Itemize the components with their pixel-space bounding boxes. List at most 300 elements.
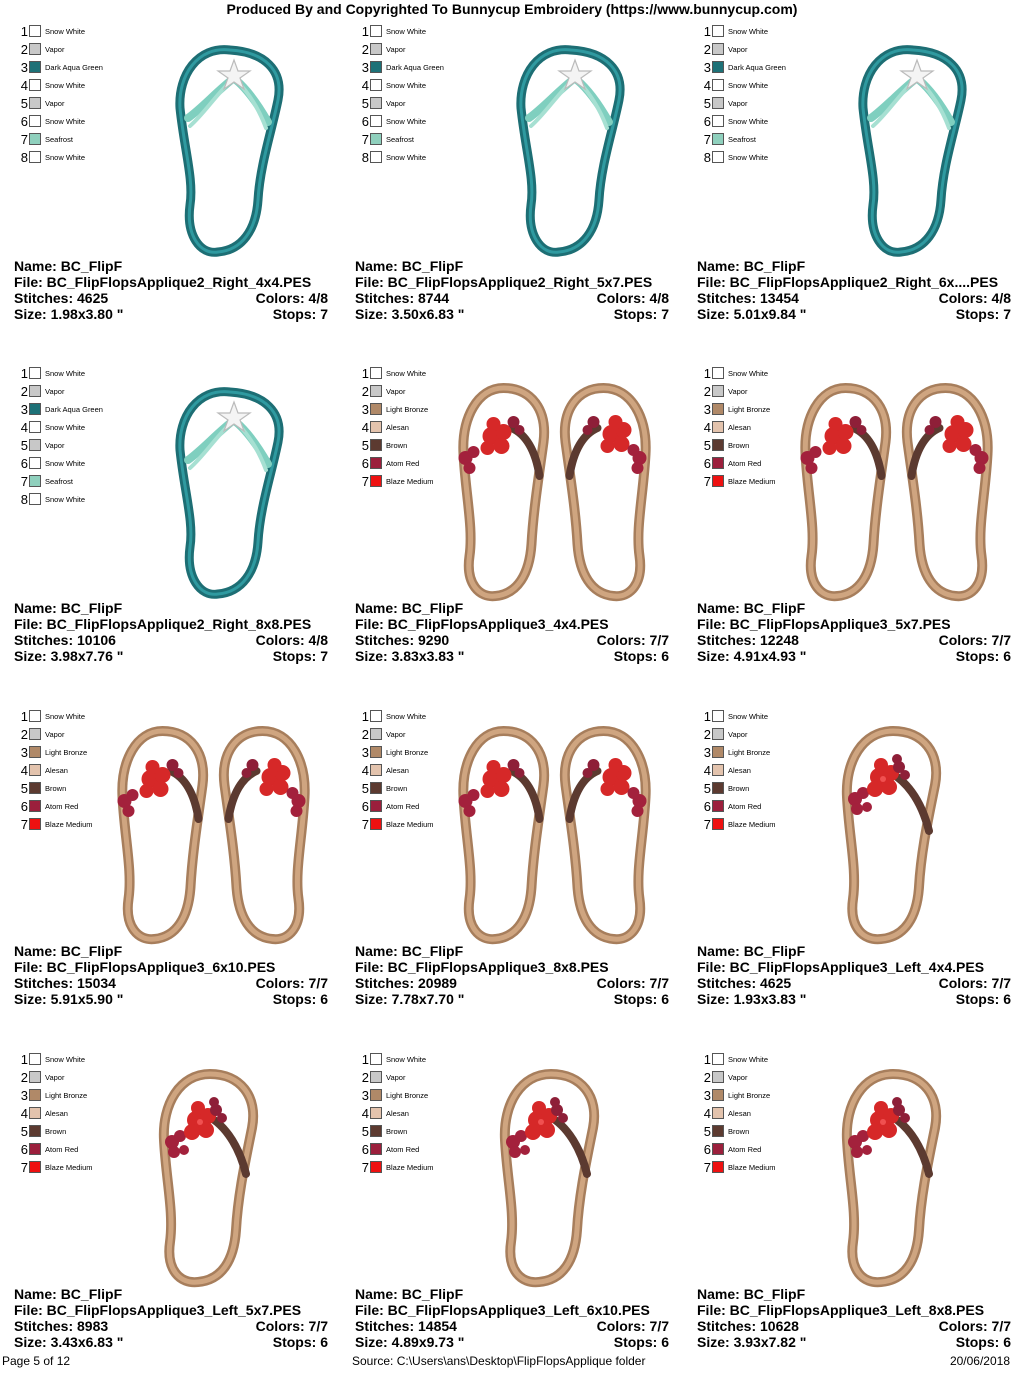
design-file	[697, 1302, 1011, 1318]
color-swatch	[29, 710, 41, 722]
legend-number: 2	[20, 1070, 28, 1085]
color-swatch	[29, 493, 41, 505]
color-swatch	[370, 1071, 382, 1083]
design-stitches	[14, 632, 328, 648]
flip-flop-design-image	[451, 378, 661, 613]
design-stitches-right	[256, 975, 328, 991]
design-size-value: 5.91x5.90 "	[50, 991, 124, 1007]
legend-number: 6	[361, 799, 369, 814]
design-name-label: Name:	[355, 258, 398, 274]
legend-number: 7	[703, 1160, 711, 1175]
design-stitches-label: Stitches:	[14, 1318, 74, 1334]
design-name	[697, 258, 1011, 274]
color-swatch	[712, 43, 724, 55]
design-stitches-label: Stitches:	[697, 1318, 757, 1334]
flip-flop-design-image	[843, 30, 973, 275]
color-swatch	[712, 97, 724, 109]
legend-number: 3	[703, 60, 711, 75]
color-swatch	[29, 367, 41, 379]
design-stitches-right	[597, 290, 669, 306]
design-stitches-label: Stitches:	[355, 1318, 415, 1334]
color-swatch	[29, 1161, 41, 1173]
design-info	[355, 258, 669, 322]
design-name-label: Name:	[697, 1286, 740, 1302]
design-stitches-label: Stitches:	[355, 975, 415, 991]
legend-number: 3	[361, 1088, 369, 1103]
design-file-label: File:	[355, 959, 384, 975]
design-size-right	[956, 306, 1011, 322]
legend-number: 8	[20, 492, 28, 507]
design-size-value: 7.78x7.70 "	[391, 991, 465, 1007]
legend-number: 1	[20, 24, 28, 39]
design-size-right	[273, 648, 328, 664]
design-name-value: BC_FlipF	[60, 258, 123, 274]
legend-number: 4	[20, 78, 28, 93]
legend-number: 8	[20, 150, 28, 165]
design-size-value: 3.98x7.76 "	[50, 648, 124, 664]
color-name: Dark Aqua Green	[728, 63, 786, 72]
color-name: Vapor	[386, 99, 406, 108]
design-size-value: 3.93x7.82 "	[733, 1334, 807, 1350]
legend-number: 5	[20, 781, 28, 796]
design-name-value: BC_FlipF	[743, 258, 806, 274]
color-name: Alesan	[386, 423, 409, 432]
color-swatch	[370, 710, 382, 722]
color-name: Brown	[386, 1127, 408, 1136]
design-size-right-label: Stops:	[955, 648, 1000, 664]
footer-date: 20/06/2018	[949, 1354, 1010, 1368]
design-size-value: 5.01x9.84 "	[733, 306, 807, 322]
color-name: Light Bronze	[386, 405, 429, 414]
design-stitches-right-label: Colors:	[596, 1318, 646, 1334]
color-name: Alesan	[45, 1109, 68, 1118]
color-name: Atom Red	[386, 802, 420, 811]
design-size-right-label: Stops:	[955, 1334, 1000, 1350]
color-swatch	[370, 385, 382, 397]
color-name: Snow White	[45, 459, 86, 468]
color-name: Seafrost	[45, 477, 73, 486]
design-stitches-label: Stitches:	[14, 632, 74, 648]
color-swatch	[712, 800, 724, 812]
legend-number: 2	[20, 384, 28, 399]
design-size-value: 1.98x3.80 "	[50, 306, 124, 322]
design-card	[683, 1052, 1024, 1395]
color-swatch	[29, 439, 41, 451]
design-size-right-label: Stops:	[613, 648, 658, 664]
color-name: Vapor	[45, 730, 65, 739]
legend-number: 6	[361, 114, 369, 129]
color-swatch	[29, 403, 41, 415]
color-name: Snow White	[45, 117, 86, 126]
design-file	[14, 1302, 328, 1318]
color-name: Atom Red	[386, 1145, 420, 1154]
design-card	[683, 366, 1024, 709]
design-file-value: BC_FlipFlopsApplique3_4x4.PES	[387, 616, 609, 632]
design-stitches-right	[939, 290, 1011, 306]
design-info	[14, 1286, 328, 1350]
color-swatch	[29, 728, 41, 740]
color-name: Snow White	[45, 153, 86, 162]
design-name-label: Name:	[697, 600, 740, 616]
color-name: Blaze Medium	[728, 820, 776, 829]
design-file-value: BC_FlipFlopsApplique3_Left_4x4.PES	[729, 959, 985, 975]
legend-number: 8	[703, 150, 711, 165]
color-name: Light Bronze	[728, 1091, 771, 1100]
legend-number: 5	[703, 438, 711, 453]
design-name-value: BC_FlipF	[401, 600, 464, 616]
color-swatch	[712, 457, 724, 469]
legend-number: 7	[20, 474, 28, 489]
legend-number: 8	[361, 150, 369, 165]
legend-number: 1	[361, 709, 369, 724]
design-size	[355, 991, 669, 1007]
design-file-label: File:	[14, 959, 43, 975]
color-name: Snow White	[386, 712, 427, 721]
color-name: Vapor	[45, 99, 65, 108]
design-stitches-right-value: 7/7	[991, 1318, 1011, 1334]
legend-number: 1	[20, 709, 28, 724]
legend-number: 4	[20, 420, 28, 435]
design-stitches	[355, 975, 669, 991]
design-stitches-right-label: Colors:	[255, 975, 305, 991]
flip-flop-design-image	[160, 372, 290, 617]
design-file-value: BC_FlipFlopsApplique3_5x7.PES	[729, 616, 951, 632]
design-stitches-value: 8983	[77, 1318, 109, 1334]
design-info	[14, 943, 328, 1007]
design-stitches	[697, 632, 1011, 648]
design-info	[14, 600, 328, 664]
color-name: Snow White	[728, 369, 769, 378]
design-name-label: Name:	[14, 258, 57, 274]
legend-number: 3	[20, 60, 28, 75]
color-swatch	[370, 764, 382, 776]
color-name: Snow White	[728, 117, 769, 126]
color-swatch	[712, 151, 724, 163]
color-name: Dark Aqua Green	[45, 405, 103, 414]
design-file-value: BC_FlipFlopsApplique3_Left_6x10.PES	[387, 1302, 650, 1318]
design-card	[0, 1052, 341, 1395]
legend-number: 3	[703, 1088, 711, 1103]
design-size-label: Size:	[355, 1334, 388, 1350]
design-size-label: Size:	[355, 648, 388, 664]
design-stitches-value: 13454	[760, 290, 799, 306]
color-name: Vapor	[45, 1073, 65, 1082]
color-swatch	[712, 79, 724, 91]
color-name: Snow White	[45, 369, 86, 378]
design-name	[14, 943, 328, 959]
color-swatch	[712, 1143, 724, 1155]
design-size-right	[273, 991, 328, 1007]
design-name-value: BC_FlipF	[60, 600, 123, 616]
design-size-value: 1.93x3.83 "	[733, 991, 807, 1007]
color-name: Snow White	[386, 153, 427, 162]
design-stitches-value: 4625	[77, 290, 109, 306]
color-swatch	[712, 61, 724, 73]
design-stitches-right-value: 7/7	[649, 975, 669, 991]
legend-number: 5	[703, 96, 711, 111]
color-swatch	[370, 151, 382, 163]
design-size-right-label: Stops:	[613, 991, 658, 1007]
design-size-right-value: 7	[320, 306, 328, 322]
design-size-label: Size:	[697, 306, 730, 322]
design-size-right-value: 6	[320, 1334, 328, 1350]
color-name: Brown	[386, 784, 408, 793]
page-header: Produced By and Copyrighted To Bunnycup Embroidery (https://www.bunnycup.com)	[226, 1, 798, 17]
legend-number: 4	[361, 420, 369, 435]
color-swatch	[370, 439, 382, 451]
legend-number: 1	[20, 1052, 28, 1067]
design-stitches-right	[256, 1318, 328, 1334]
color-name: Vapor	[728, 45, 748, 54]
legend-number: 5	[361, 438, 369, 453]
design-size	[14, 306, 328, 322]
design-name-value: BC_FlipF	[60, 1286, 123, 1302]
color-swatch	[370, 728, 382, 740]
legend-number: 7	[361, 817, 369, 832]
color-swatch	[370, 421, 382, 433]
design-name-label: Name:	[355, 943, 398, 959]
design-size-right-label: Stops:	[272, 648, 317, 664]
design-size	[355, 306, 669, 322]
design-info	[697, 600, 1011, 664]
design-card	[341, 1052, 682, 1395]
legend-number: 4	[361, 1106, 369, 1121]
design-card	[341, 366, 682, 709]
design-file-value: BC_FlipFlopsApplique3_8x8.PES	[387, 959, 609, 975]
legend-number: 7	[361, 474, 369, 489]
color-name: Light Bronze	[728, 748, 771, 757]
color-swatch	[29, 133, 41, 145]
color-swatch	[29, 97, 41, 109]
color-swatch	[370, 133, 382, 145]
design-file-label: File:	[14, 616, 43, 632]
design-size	[697, 1334, 1011, 1350]
legend-number: 2	[703, 384, 711, 399]
design-name	[355, 943, 669, 959]
design-stitches-label: Stitches:	[355, 632, 415, 648]
legend-number: 1	[361, 366, 369, 381]
flip-flop-design-image	[110, 721, 320, 956]
color-name: Light Bronze	[386, 748, 429, 757]
design-stitches-right	[256, 290, 328, 306]
legend-number: 2	[361, 384, 369, 399]
color-swatch	[370, 97, 382, 109]
legend-number: 4	[703, 420, 711, 435]
design-size-right	[273, 306, 328, 322]
design-size-label: Size:	[697, 991, 730, 1007]
design-size-right-value: 7	[1003, 306, 1011, 322]
design-size-label: Size:	[14, 991, 47, 1007]
footer-source: Source: C:\Users\ans\Desktop\FlipFlopsApplique folder	[352, 1354, 646, 1368]
color-name: Atom Red	[728, 802, 762, 811]
color-swatch	[370, 1143, 382, 1155]
design-stitches-right-label: Colors:	[938, 632, 988, 648]
design-stitches-right-value: 7/7	[308, 1318, 328, 1334]
design-stitches-right	[597, 632, 669, 648]
design-stitches-value: 10628	[760, 1318, 799, 1334]
color-swatch	[370, 457, 382, 469]
color-swatch	[712, 385, 724, 397]
legend-number: 5	[361, 1124, 369, 1139]
design-stitches-right	[597, 1318, 669, 1334]
design-stitches	[355, 632, 669, 648]
color-name: Snow White	[728, 27, 769, 36]
design-size-right	[273, 1334, 328, 1350]
design-stitches-label: Stitches:	[697, 632, 757, 648]
design-size-right-value: 7	[320, 648, 328, 664]
legend-number: 4	[361, 763, 369, 778]
legend-number: 7	[361, 1160, 369, 1175]
color-name: Atom Red	[45, 802, 79, 811]
design-size	[14, 648, 328, 664]
color-name: Snow White	[728, 712, 769, 721]
design-stitches-right-value: 7/7	[991, 975, 1011, 991]
color-swatch	[712, 746, 724, 758]
legend-number: 6	[20, 1142, 28, 1157]
color-name: Blaze Medium	[386, 820, 434, 829]
color-name: Vapor	[728, 387, 748, 396]
color-swatch	[29, 1107, 41, 1119]
color-name: Brown	[728, 441, 750, 450]
color-name: Light Bronze	[45, 748, 88, 757]
design-size-label: Size:	[697, 648, 730, 664]
flip-flop-design-image	[793, 378, 1003, 613]
design-stitches-right	[939, 1318, 1011, 1334]
design-name-label: Name:	[355, 1286, 398, 1302]
color-swatch	[712, 1125, 724, 1137]
legend-number: 2	[361, 1070, 369, 1085]
color-swatch	[712, 728, 724, 740]
color-name: Brown	[45, 1127, 67, 1136]
legend-number: 3	[361, 60, 369, 75]
design-file	[14, 616, 328, 632]
design-file-value: BC_FlipFlopsApplique3_Left_5x7.PES	[46, 1302, 302, 1318]
color-swatch	[29, 782, 41, 794]
design-size	[355, 648, 669, 664]
color-swatch	[370, 43, 382, 55]
design-stitches-right-value: 4/8	[991, 290, 1011, 306]
color-swatch	[29, 1089, 41, 1101]
design-size-label: Size:	[14, 306, 47, 322]
design-stitches-value: 20989	[418, 975, 457, 991]
legend-number: 1	[703, 24, 711, 39]
design-size-right	[956, 991, 1011, 1007]
color-swatch	[29, 1053, 41, 1065]
design-stitches-right-value: 4/8	[649, 290, 669, 306]
legend-number: 6	[20, 799, 28, 814]
color-name: Snow White	[386, 27, 427, 36]
design-stitches	[697, 1318, 1011, 1334]
design-info	[697, 258, 1011, 322]
design-size-right-value: 6	[661, 991, 669, 1007]
legend-number: 4	[361, 78, 369, 93]
design-name-value: BC_FlipF	[60, 943, 123, 959]
design-file	[14, 274, 328, 290]
design-stitches	[14, 290, 328, 306]
design-name	[697, 600, 1011, 616]
legend-number: 4	[20, 763, 28, 778]
design-name-value: BC_FlipF	[743, 1286, 806, 1302]
color-name: Snow White	[728, 153, 769, 162]
design-stitches	[697, 975, 1011, 991]
design-file-value: BC_FlipFlopsApplique2_Right_6x....PES	[729, 274, 999, 290]
color-swatch	[29, 115, 41, 127]
design-name	[14, 258, 328, 274]
legend-number: 2	[20, 42, 28, 57]
design-stitches	[355, 1318, 669, 1334]
color-swatch	[370, 367, 382, 379]
color-name: Light Bronze	[728, 405, 771, 414]
color-swatch	[712, 115, 724, 127]
color-swatch	[370, 1053, 382, 1065]
design-card	[341, 709, 682, 1052]
flip-flop-design-image	[451, 721, 661, 956]
legend-number: 3	[20, 402, 28, 417]
color-name: Snow White	[45, 27, 86, 36]
color-name: Seafrost	[386, 135, 414, 144]
color-swatch	[712, 818, 724, 830]
legend-number: 4	[703, 78, 711, 93]
color-name: Alesan	[386, 1109, 409, 1118]
design-file	[355, 616, 669, 632]
legend-number: 5	[20, 96, 28, 111]
color-swatch	[712, 764, 724, 776]
color-name: Alesan	[386, 766, 409, 775]
design-stitches-right	[939, 975, 1011, 991]
color-swatch	[29, 764, 41, 776]
design-file	[355, 274, 669, 290]
design-name	[697, 1286, 1011, 1302]
legend-number: 1	[703, 709, 711, 724]
design-size-right-value: 6	[1003, 991, 1011, 1007]
design-card	[683, 24, 1024, 367]
flip-flop-design-image	[160, 30, 290, 275]
design-file-label: File:	[355, 616, 384, 632]
design-stitches-value: 8744	[418, 290, 450, 306]
design-file-value: BC_FlipFlopsApplique2_Right_4x4.PES	[46, 274, 312, 290]
color-swatch	[712, 25, 724, 37]
design-name-label: Name:	[14, 943, 57, 959]
design-card	[341, 24, 682, 367]
color-swatch	[370, 115, 382, 127]
design-size-label: Size:	[355, 306, 388, 322]
design-file-label: File:	[14, 274, 43, 290]
color-name: Snow White	[45, 495, 86, 504]
color-name: Vapor	[386, 1073, 406, 1082]
color-name: Dark Aqua Green	[45, 63, 103, 72]
color-name: Snow White	[386, 1055, 427, 1064]
legend-number: 2	[703, 1070, 711, 1085]
legend-number: 2	[361, 727, 369, 742]
design-size-right-value: 7	[661, 306, 669, 322]
design-size-right-label: Stops:	[613, 1334, 658, 1350]
color-swatch	[29, 421, 41, 433]
design-size-value: 4.91x4.93 "	[733, 648, 807, 664]
design-card	[683, 709, 1024, 1052]
design-size	[14, 991, 328, 1007]
color-name: Snow White	[728, 81, 769, 90]
color-swatch	[370, 746, 382, 758]
color-name: Alesan	[728, 766, 751, 775]
legend-number: 7	[703, 132, 711, 147]
design-size-right	[614, 306, 669, 322]
color-name: Vapor	[386, 387, 406, 396]
legend-number: 3	[703, 402, 711, 417]
color-name: Snow White	[386, 81, 427, 90]
color-name: Seafrost	[45, 135, 73, 144]
legend-number: 6	[361, 1142, 369, 1157]
color-swatch	[370, 475, 382, 487]
